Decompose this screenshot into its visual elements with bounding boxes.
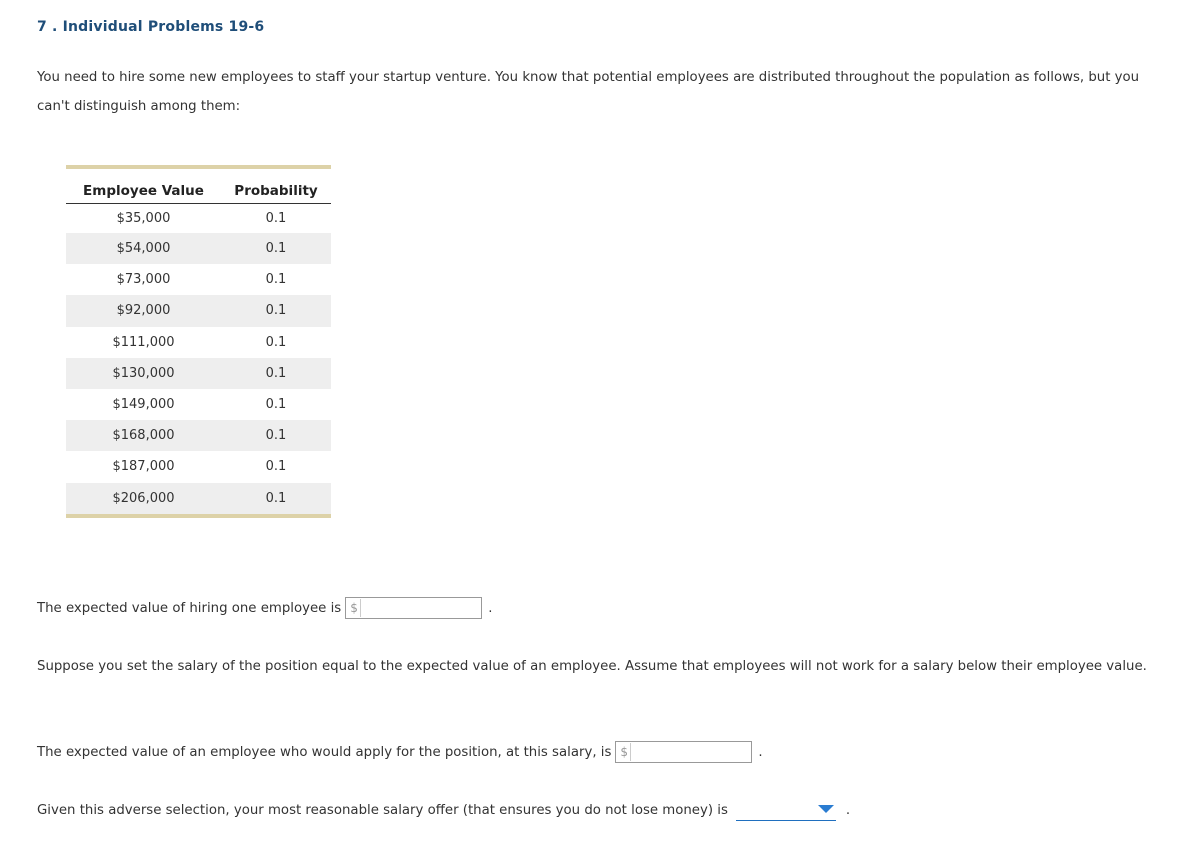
table-top-rule xyxy=(66,165,331,169)
cell-employee-value: $130,000 xyxy=(112,365,175,381)
table-bottom-rule xyxy=(66,514,331,518)
problem-intro: You need to hire some new employees to staff your startup venture. You know that potential employees are distributed throughout the population as follows, but you can't distinguish among them: xyxy=(37,70,1140,114)
table-row xyxy=(66,389,331,420)
table-row xyxy=(66,233,331,264)
cell-probability: 0.1 xyxy=(265,397,287,413)
employee-value-table xyxy=(66,165,331,518)
table-row xyxy=(66,295,331,326)
table-row xyxy=(66,204,331,233)
cell-employee-value: $187,000 xyxy=(112,459,175,475)
sentence-period: . xyxy=(488,600,493,616)
cell-probability: 0.1 xyxy=(265,211,287,226)
question-salary-offer xyxy=(37,800,850,821)
problem-title: 7 . Individual Problems 19-6 xyxy=(37,19,265,35)
cell-probability: 0.1 xyxy=(265,428,287,444)
table-header xyxy=(66,178,331,204)
cell-employee-value: $54,000 xyxy=(116,241,171,257)
cell-employee-value: $111,000 xyxy=(112,334,175,350)
salary-assumption-paragraph: Suppose you set the salary of the position equal to the expected value of an employee. Assume that employees will not work for a salary below their employee value. xyxy=(37,659,1147,674)
question-expected-value xyxy=(37,597,492,619)
cell-probability: 0.1 xyxy=(265,334,287,350)
sentence-period: . xyxy=(845,803,851,818)
cell-employee-value: $206,000 xyxy=(112,490,175,506)
cell-probability: 0.1 xyxy=(265,459,287,475)
question-applicant-value xyxy=(37,741,763,763)
salary-offer-dropdown[interactable] xyxy=(736,800,836,821)
cell-employee-value: $35,000 xyxy=(116,211,171,226)
table-body xyxy=(66,204,331,514)
table-row xyxy=(66,358,331,389)
cell-probability: 0.1 xyxy=(265,241,287,257)
table-row xyxy=(66,264,331,295)
cell-probability: 0.1 xyxy=(265,365,287,381)
expected-value-input[interactable] xyxy=(361,599,474,617)
cell-employee-value: $168,000 xyxy=(112,428,175,444)
expected-value-answer-box[interactable] xyxy=(345,597,482,619)
table-row xyxy=(66,451,331,482)
table-row xyxy=(66,483,331,514)
cell-employee-value: $149,000 xyxy=(112,397,175,413)
question-applicant-value-text: The expected value of an employee who would apply for the position, at this salary, is xyxy=(37,744,612,760)
cell-employee-value: $73,000 xyxy=(116,272,171,288)
question-salary-offer-text: Given this adverse selection, your most reasonable salary offer (that ensures you do not lose money) is xyxy=(37,803,728,818)
header-employee-value: Employee Value xyxy=(83,182,204,199)
cell-employee-value: $92,000 xyxy=(116,303,171,319)
cell-probability: 0.1 xyxy=(265,490,287,506)
cell-probability: 0.1 xyxy=(265,272,287,288)
dollar-prefix: $ xyxy=(616,743,631,761)
sentence-period: . xyxy=(758,744,763,760)
header-probability: Probability xyxy=(234,182,318,199)
question-expected-value-text: The expected value of hiring one employee is xyxy=(37,600,342,616)
applicant-value-answer-box[interactable] xyxy=(615,741,752,763)
cell-probability: 0.1 xyxy=(265,303,287,319)
applicant-value-input[interactable] xyxy=(631,743,744,761)
table-row xyxy=(66,327,331,358)
table-row xyxy=(66,420,331,451)
chevron-down-icon[interactable] xyxy=(818,805,834,813)
dollar-prefix: $ xyxy=(346,599,361,617)
